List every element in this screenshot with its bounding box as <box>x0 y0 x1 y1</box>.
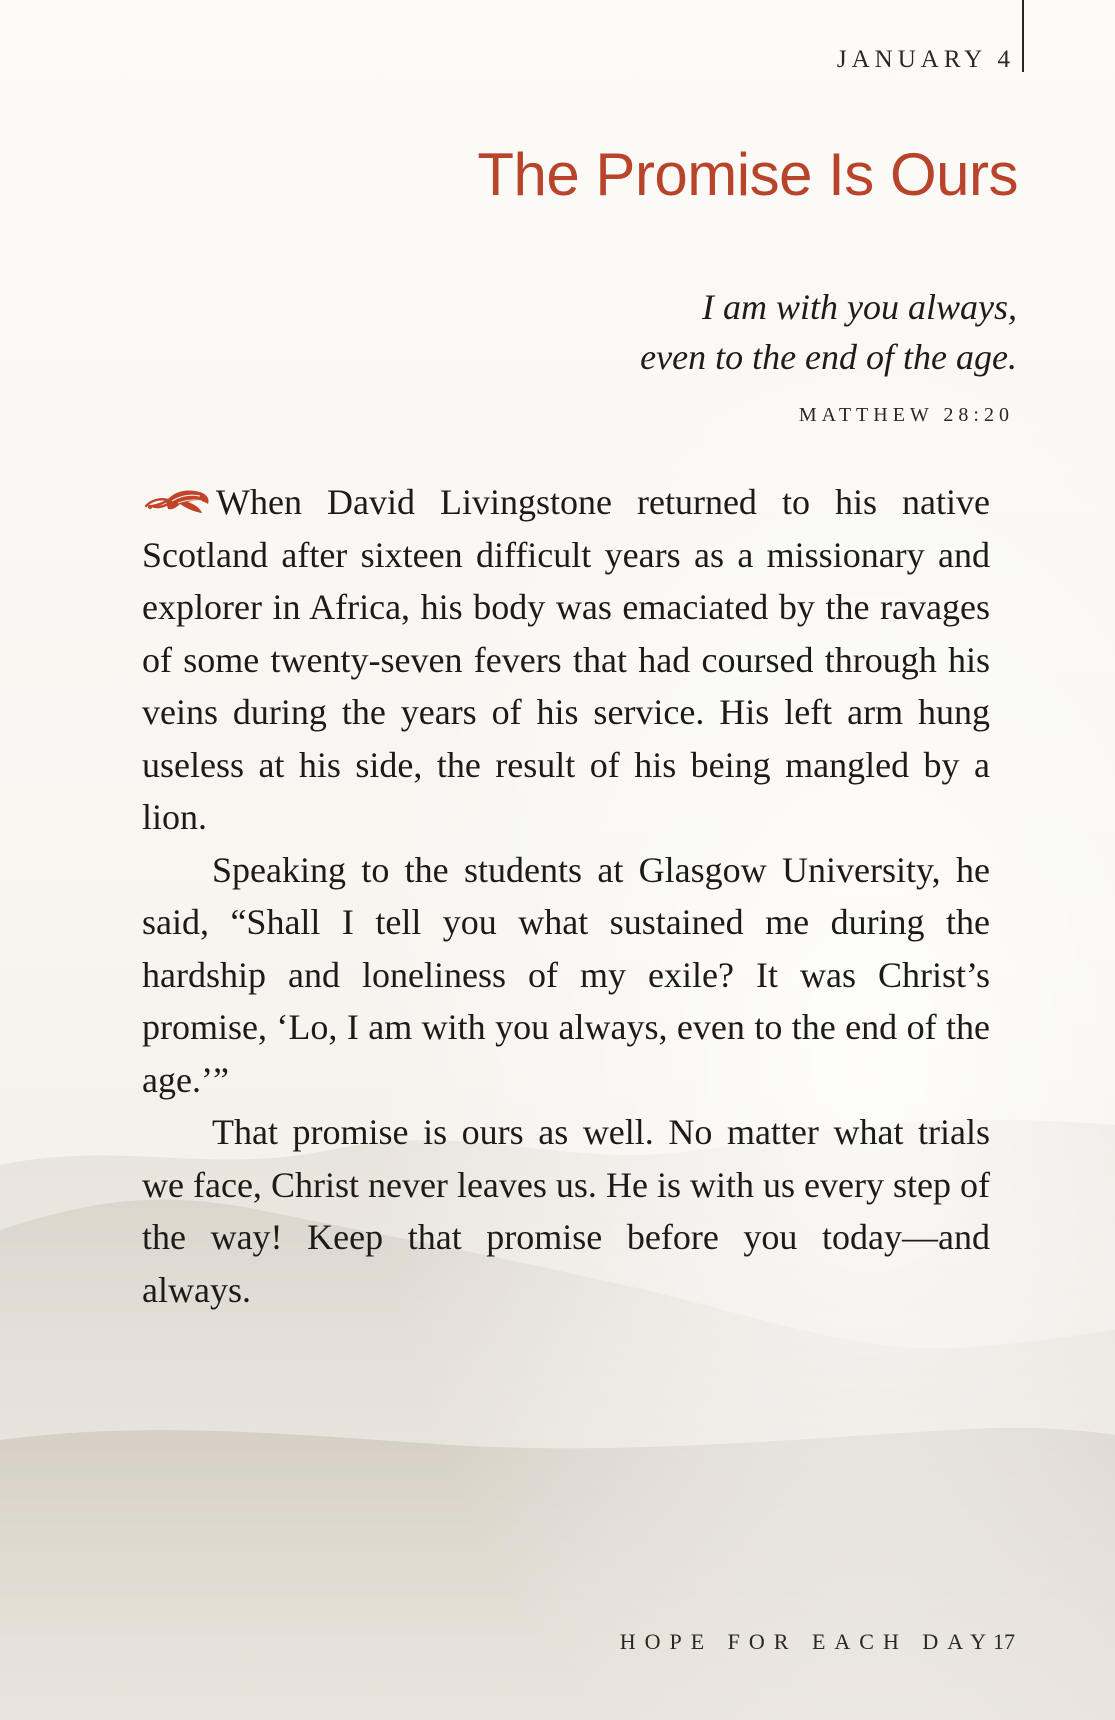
scripture-citation: MATTHEW 28:20 <box>798 404 1014 426</box>
running-head-date: JANUARY 4 <box>836 46 1015 73</box>
epigraph-line: I am with you always, <box>702 287 1017 327</box>
body-paragraph: Speaking to the students at Glasgow University, he said, “Shall I tell you what sustained me during the hardship and loneliness of my exile? It was Christ’s promise, ‘Lo, I am with you always, even to the end of the age.’” <box>142 849 990 1100</box>
body-paragraph: That promise is ours as well. No matter what trials we face, Christ never leaves us. He is with us every step of the way! Keep that promise before you today—and always. <box>142 1112 990 1310</box>
scripture-epigraph <box>640 282 1017 382</box>
leaf-flourish-icon <box>142 486 214 516</box>
page-title: The Promise Is Ours <box>477 141 1018 208</box>
page-number: 17 <box>993 1629 1015 1654</box>
epigraph-line: even to the end of the age. <box>640 337 1017 377</box>
page-edge-line <box>1022 0 1024 72</box>
footer-book-title: HOPE FOR EACH DAY <box>619 1629 995 1654</box>
paragraph-text: When David Livingstone returned to his native Scotland after sixteen difficult years as a missionary and explorer in Africa, his body was emaciated by the ravages of some twenty-seven fevers that had coursed through his veins during the years of his service. His left arm hung useless at his side, the result of his being mangled by a lion. <box>142 482 990 837</box>
body-paragraph <box>142 476 990 844</box>
devotional-body <box>142 476 990 1316</box>
